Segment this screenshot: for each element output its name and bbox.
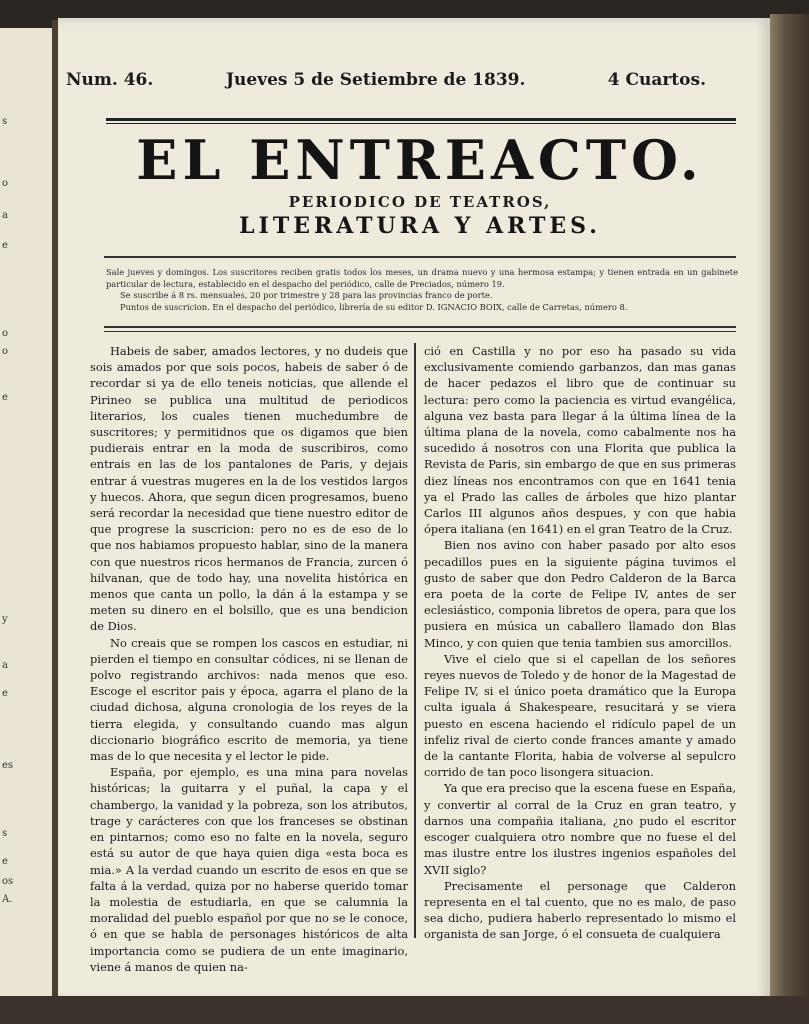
notice-bottom-rule-thin (104, 331, 736, 332)
issue-date: Jueves 5 de Setiembre de 1839. (226, 70, 526, 90)
facing-page-fragment: e (2, 240, 8, 251)
issue-price: 4 Cuartos. (607, 70, 706, 90)
facing-page-fragment: e (2, 856, 8, 867)
paragraph: Vive el cielo que si el capellan de los señores reyes nuevos de Toledo y de honor de la Magestad de Felipe IV, si el único poeta dramático que la Europa culta iguala á Shakespeare, resucitará y se viera puesto en escena haciendo el ridículo papel de un infeliz rival de cierto conde frances amante y amado de la cantante Florita, habia de volverse al sepulcro corrido de tan poco lisongera situacion. (424, 651, 736, 780)
notice-line-2: Se suscribe á 8 rs. mensuales, 20 por trimestre y 28 para las provincias franco de porte. (120, 290, 493, 300)
facing-page-fragment: e (2, 688, 8, 699)
facing-page-fragment: a (2, 660, 8, 671)
paragraph: No creais que se rompen los cascos en estudiar, ni pierden el tiempo en consultar códices, ni se llenan de polvo registrando archivos: nada menos que eso. Escoge el escritor pais y época, agarra el plano de la ciudad dichosa, alguna cronologia de los reyes de la tierra elegida, y consultando cuando mas algun diccionario biográfico escrito de memoria, ya tiene mas de lo que necesita y el lector le pide. (90, 635, 408, 764)
facing-page-fragment: os (2, 876, 14, 887)
notice-top-rule (104, 256, 736, 258)
facing-page (0, 28, 54, 996)
facing-page-fragment: A. (2, 894, 13, 905)
column-divider (414, 343, 416, 938)
notice-line-3: Puntos de suscricion. En el despacho del periódico, librería de su editor D. IGNACIO BOIX, calle de Carretas, número 8. (120, 301, 628, 312)
facing-page-fragment: a (2, 210, 8, 221)
newspaper-title: EL ENTREACTO. (136, 128, 704, 192)
newspaper-subtitle-1: PERIODICO DE TEATROS, (288, 193, 552, 211)
newspaper-subtitle-2: LITERATURA Y ARTES. (239, 213, 601, 239)
article-column-left (90, 343, 408, 975)
facing-page-fragment: s (2, 116, 8, 127)
paragraph: ció en Castilla y no por eso ha pasado su vida exclusivamente comiendo garbanzos, dan mas ganas de hacer pedazos el libro que de continuar su lectura: pero como la paciencia es virtud evangélica, alguna vez basta para llegar á la última línea de la última plana de la novela, como cabalmente nos ha sucedido á nosotros con una Florita que publica la Revista de Paris, sin embargo de que en sus primeras diez líneas nos encontramos con que en 1641 tenia ya el Prado las calles de árboles que hizo plantar Carlos III algunos años despues, y con que habia ópera italiana (en 1641) en el gran Teatro de la Cruz. (424, 344, 736, 537)
facing-page-fragment: o (2, 178, 9, 189)
facing-page-fragment: o (2, 346, 9, 357)
paragraph: España, por ejemplo, es una mina para novelas históricas; la guitarra y el puñal, la capa y el chambergo, la vanidad y la pobreza, son los atributos, trage y carácteres con que los franceses se obstinan en pintarnos; como eso no falte en la novela, seguro está su autor de que haya quien diga «esta boca es mia.» A la verdad cuando un escrito de esos en que se falta á la verdad, quiza por no haberse querido tomar la molestia de estudiarla, en que se calumnia la moralidad del pueblo español por que no se le conoce, ó en que se habla de personages históricos de alta importancia como se pudiera de un ente imaginario, viene á manos de quien na- (90, 765, 408, 974)
facing-page-fragment: s (2, 828, 8, 839)
article-column-right (424, 343, 736, 943)
masthead-rule-thin (106, 123, 736, 124)
facing-page-fragment: y (2, 614, 8, 625)
paragraph: Habeis de saber, amados lectores, y no dudeis que sois amados por que sois pocos, habeis de saber ó de recordar si ya de ello teneis noticias, que allende el Pirineo se publica una multitud de periodicos literarios, los cuales tienen muchedumbre de suscritores; y permitidnos que os digamos que bien pudierais entrar en la moda de suscribiros, como entrais en las de los pantalones de Paris, y dejais entrar á vuestras mugeres en la de los vestidos largos y huecos. Ahora, que segun dicen progresamos, bueno será recordar la necesidad que tiene nuestro editor de que progrese la suscricion: pero no es de eso de lo que nos habiamos propuesto hablar, sino de la manera con que nuestros ricos hermanos de Francia, zurcen ó hilvanan, que de todo hay, una novelita histórica en menos que canta un pollo, la dán á la estampa y se meten su dinero en el bolsillo, que es una bendicion de Dios. (90, 344, 408, 634)
facing-page-fragment: es (2, 760, 14, 771)
book-edge (770, 14, 809, 1004)
masthead-header (66, 70, 706, 94)
notice-bottom-rule (104, 326, 736, 328)
book-bottom (0, 996, 809, 1024)
paragraph: Ya que era preciso que la escena fuese en España, y convertir al corral de la Cruz en gran teatro, y darnos una compañia italiana, ¿no pudo el escritor escoger cualquiera otro nombre que no fuese el del mas ilustre entre los ilustres ingenios españoles del XVII siglo? (424, 781, 736, 877)
notice-line-1: Sale jueves y domingos. Los suscritores reciben gratis todos los meses, un drama nuevo y una hermosa estampa; y tienen entrada en un gabinete particular de lectura, establecido en el despacho del periódico, calle de Preciados, número 19. (106, 267, 738, 289)
masthead-rule (106, 118, 736, 121)
paragraph: Precisamente el personage que Calderon representa en el tal cuento, que no es malo, de paso sea dicho, pudiera haberlo representado lo mismo el organista de san Jorge, ó el consueta de cualquiera (424, 878, 736, 942)
facing-page-fragment: e (2, 392, 8, 403)
paragraph: Bien nos avino con haber pasado por alto esos pecadillos pues en la siguiente página tuvimos el gusto de saber que don Pedro Calderon de la Barca era poeta de la corte de Felipe IV, antes de ser eclesiástico, componia libretos de opera, para que los pusiera en música un caballero llamado don Blas Minco, y con quien que tenia tambien sus amorcillos. (424, 538, 736, 650)
subscription-notice (106, 267, 738, 313)
issue-number: Num. 46. (66, 70, 154, 90)
facing-page-fragment: o (2, 328, 9, 339)
